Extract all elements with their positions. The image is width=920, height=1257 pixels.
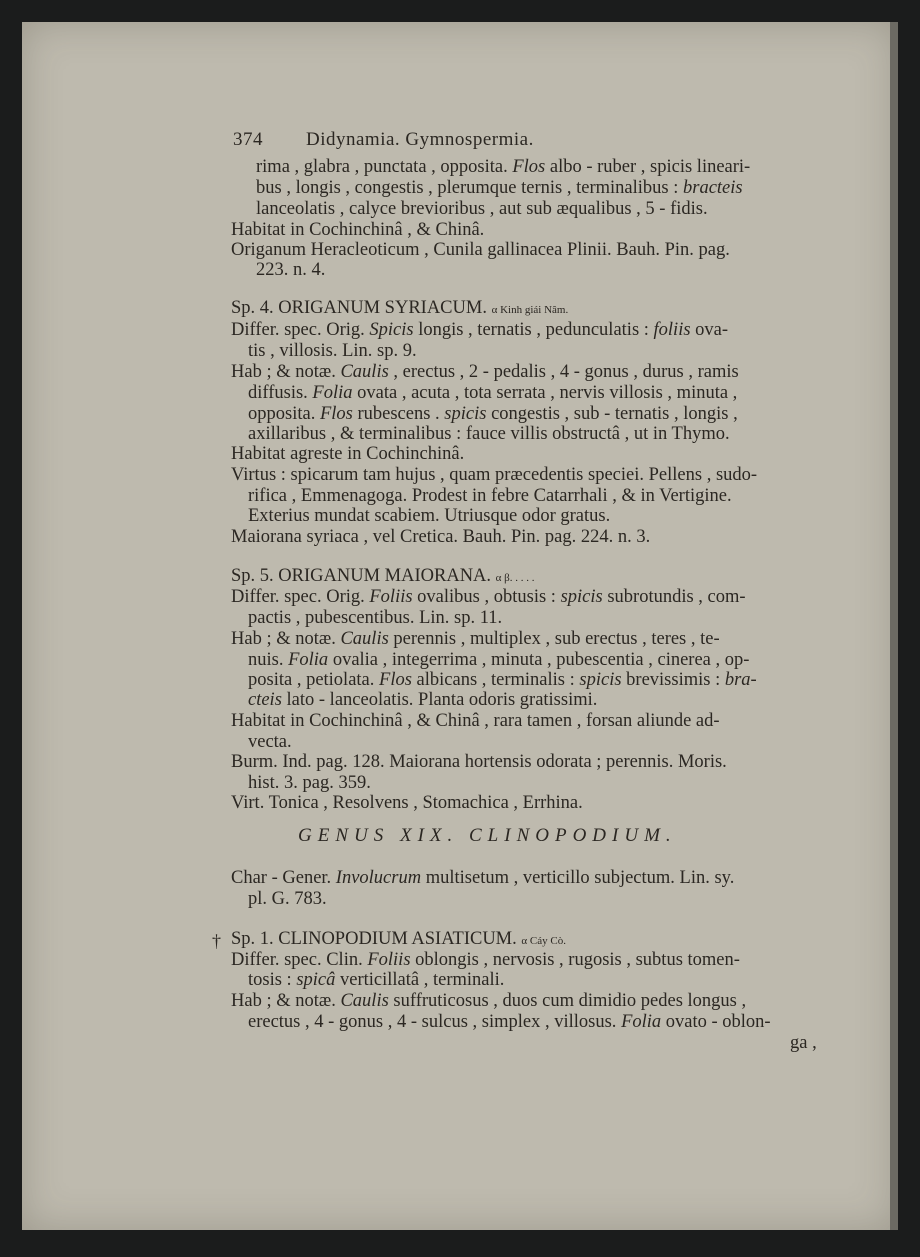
running-title: Didynamia. Gymnospermia. [306,129,534,150]
text-line: pactis , pubescentibus. Lin. sp. 11. [248,608,503,628]
text-line: Char - Gener. Involucrum multisetum , verticillo subjectum. Lin. sy. [231,868,735,888]
species-heading: Sp. 1. CLINOPODIUM ASIATICUM. α Cáy Cò. [231,929,566,949]
text-line: Virtus : spicarum tam hujus , quam præcedentis speciei. Pellens , sudo- [231,465,758,485]
text-line: Habitat agreste in Cochinchinâ. [231,444,465,464]
text-line: ga , [790,1033,817,1053]
text-line: tis , villosis. Lin. sp. 9. [248,341,417,361]
text-line: pl. G. 783. [248,889,327,909]
dagger-mark: † [212,931,221,951]
text-line: Exterius mundat scabiem. Utriusque odor gratus. [248,506,611,526]
text-line: Virt. Tonica , Resolvens , Stomachica , Errhina. [231,793,583,813]
text-line: Differ. spec. Orig. Foliis ovalibus , obtusis : spicis subrotundis , com- [231,587,746,607]
text-line: lanceolatis , calyce brevioribus , aut sub æqualibus , 5 - fidis. [256,199,708,219]
text-line: 223. n. 4. [256,260,326,280]
text-line: axillaribus , & terminalibus : fauce villis obstructâ , ut in Thymo. [248,424,730,444]
text-line: hist. 3. pag. 359. [248,773,371,793]
text-line: Burm. Ind. pag. 128. Maiorana hortensis odorata ; perennis. Moris. [231,752,727,772]
text-line: Origanum Heracleoticum , Cunila gallinacea Plinii. Bauh. Pin. pag. [231,240,730,260]
text-line: vecta. [248,732,292,752]
text-line: nuis. Folia ovalia , integerrima , minuta , pubescentia , cinerea , op- [248,650,750,670]
species-heading: Sp. 5. ORIGANUM MAIORANA. α β. . . . . [231,566,535,586]
text-line: Hab ; & notæ. Caulis , erectus , 2 - pedalis , 4 - gonus , durus , ramis [231,362,739,382]
text-line: bus , longis , congestis , plerumque ternis , terminalibus : bracteis [256,178,743,198]
text-line: rifica , Emmenagoga. Prodest in febre Catarrhali , & in Vertigine. [248,486,732,506]
text-line: posita , petiolata. Flos albicans , terminalis : spicis brevissimis : bra- [248,670,757,690]
text-line: opposita. Flos rubescens . spicis congestis , sub - ternatis , longis , [248,404,738,424]
text-line: cteis lato - lanceolatis. Planta odoris gratissimi. [248,690,598,710]
text-line: rima , glabra , punctata , opposita. Flos albo - ruber , spicis lineari- [256,157,751,177]
text-line: Habitat in Cochinchinâ , & Chinâ , rara tamen , forsan aliunde ad- [231,711,720,731]
text-line: diffusis. Folia ovata , acuta , tota serrata , nervis villosis , minuta , [248,383,738,403]
genus-heading: GENUS XIX. CLINOPODIUM. [298,825,677,846]
text-line: Hab ; & notæ. Caulis perennis , multiplex , sub erectus , teres , te- [231,629,720,649]
page-edge [890,22,898,1230]
text-line: tosis : spicâ verticillatâ , terminali. [248,970,505,990]
text-line: erectus , 4 - gonus , 4 - sulcus , simplex , villosus. Folia ovato - oblon- [248,1012,771,1032]
text-line: Maiorana syriaca , vel Cretica. Bauh. Pin. pag. 224. n. 3. [231,527,651,547]
text-line: Habitat in Cochinchinâ , & Chinâ. [231,220,485,240]
text-line: Differ. spec. Clin. Foliis oblongis , nervosis , rugosis , subtus tomen- [231,950,740,970]
species-heading: Sp. 4. ORIGANUM SYRIACUM. α Kinh giái Nâm. [231,298,569,318]
text-line: Differ. spec. Orig. Spicis longis , ternatis , pedunculatis : foliis ova- [231,320,729,340]
page-number: 374 [233,129,263,150]
text-line: Hab ; & notæ. Caulis suffruticosus , duos cum dimidio pedes longus , [231,991,747,1011]
